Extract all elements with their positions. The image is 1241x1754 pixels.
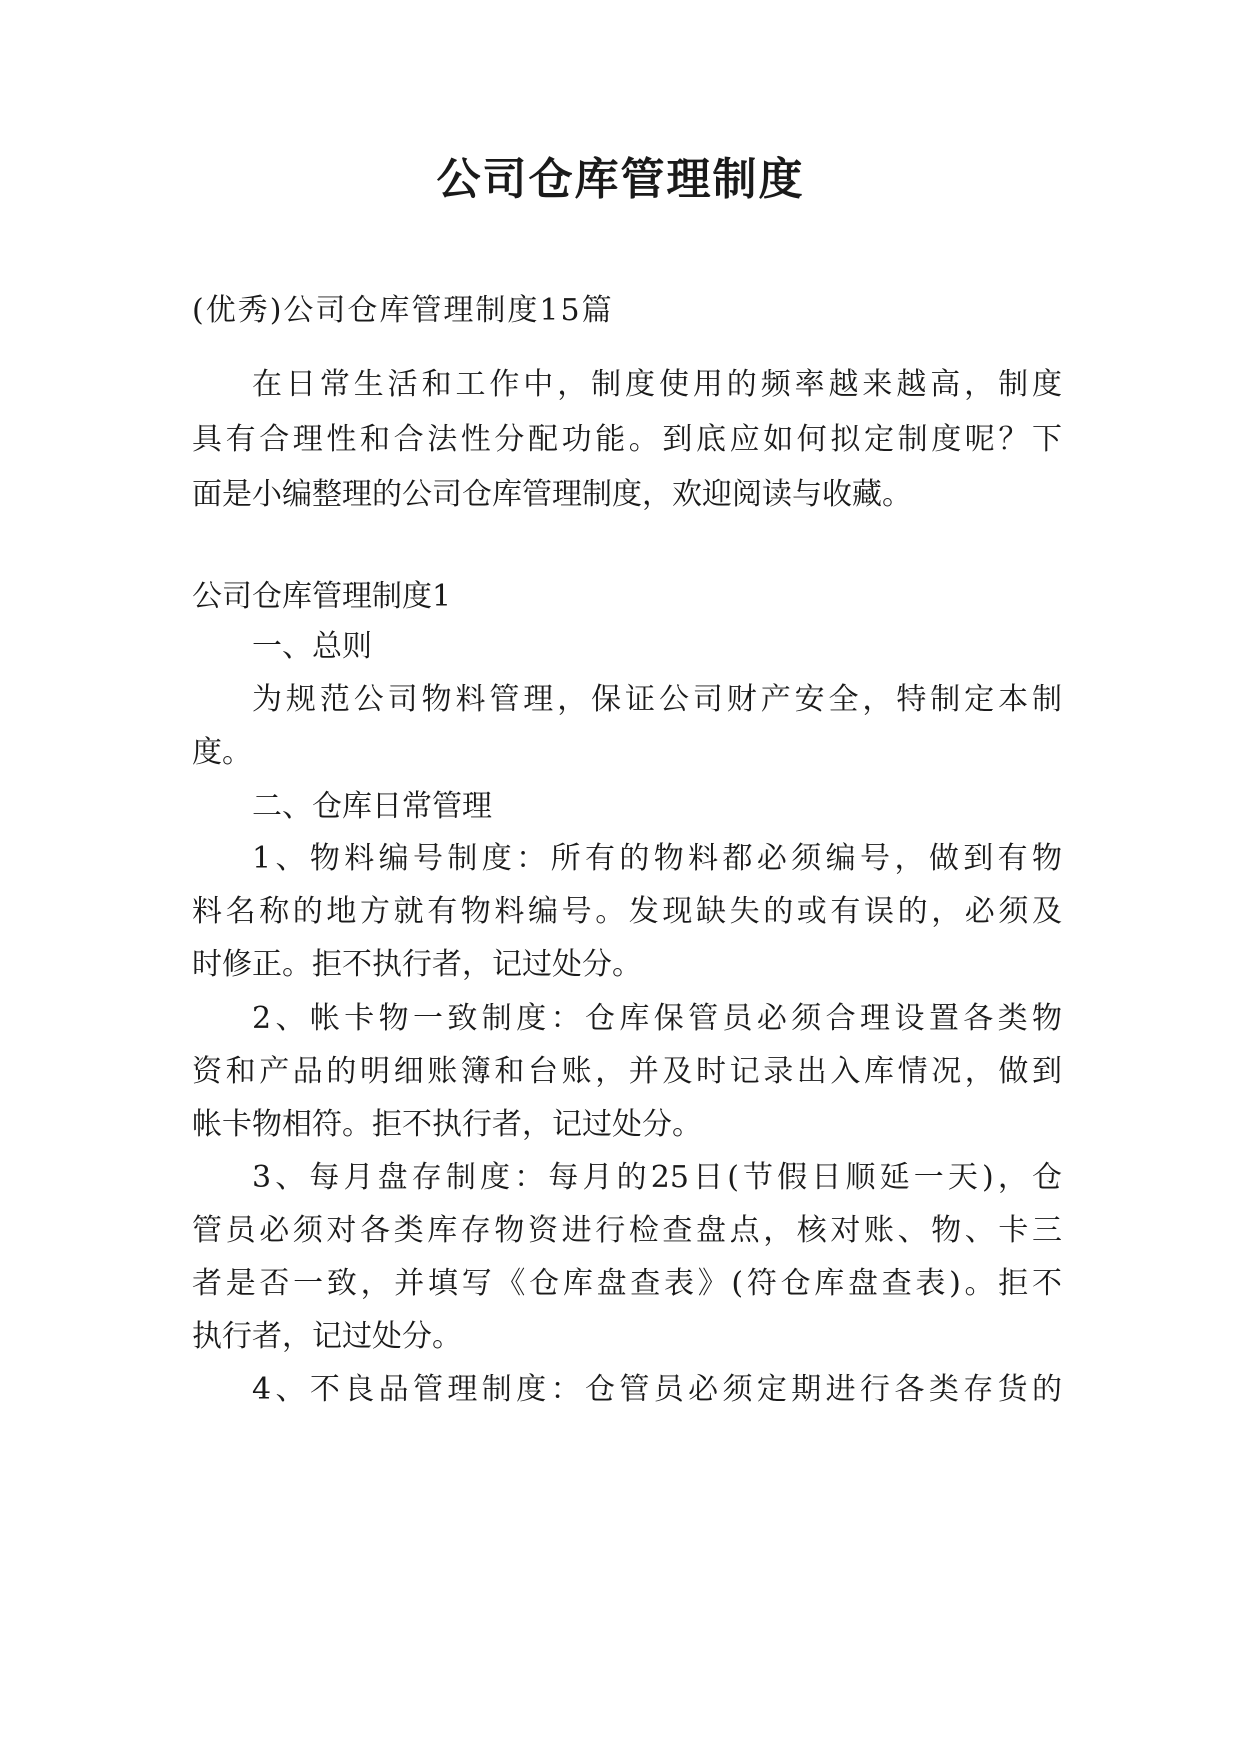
paragraph-line: 帐卡物相符。拒不执行者，记过处分。 — [192, 1107, 702, 1142]
paragraph-line: 3、每月盘存制度：每月的25日(节假日顺延一天)，仓 — [252, 1160, 1062, 1195]
paragraph-line: 具有合理性和合法性分配功能。到底应如何拟定制度呢？下 — [192, 422, 1062, 457]
paragraph-line: 4、不良品管理制度：仓管员必须定期进行各类存货的 — [252, 1372, 1062, 1407]
paragraph-line: 度。 — [192, 735, 252, 770]
paragraph-line: 管员必须对各类库存物资进行检查盘点，核对账、物、卡三 — [192, 1213, 1062, 1248]
section-heading: 公司仓库管理制度1 — [192, 579, 452, 614]
document-title: 公司仓库管理制度 — [436, 154, 805, 205]
paragraph-line: 2、帐卡物一致制度：仓库保管员必须合理设置各类物 — [252, 1001, 1062, 1036]
paragraph-line: 资和产品的明细账簿和台账，并及时记录出入库情况，做到 — [192, 1054, 1062, 1089]
document-subtitle: (优秀)公司仓库管理制度15篇 — [192, 293, 614, 328]
paragraph-line: 料名称的地方就有物料编号。发现缺失的或有误的，必须及 — [192, 894, 1062, 929]
subsection-heading: 一、总则 — [252, 629, 372, 664]
subsection-heading: 二、仓库日常管理 — [252, 789, 492, 824]
paragraph-line: 1、物料编号制度：所有的物料都必须编号，做到有物 — [252, 841, 1062, 876]
paragraph-line: 面是小编整理的公司仓库管理制度，欢迎阅读与收藏。 — [192, 477, 912, 512]
paragraph-line: 为规范公司物料管理，保证公司财产安全，特制定本制 — [252, 682, 1062, 717]
paragraph-line: 执行者，记过处分。 — [192, 1319, 462, 1354]
paragraph-line: 在日常生活和工作中，制度使用的频率越来越高，制度 — [252, 367, 1062, 402]
paragraph-line: 时修正。拒不执行者，记过处分。 — [192, 947, 642, 982]
paragraph-line: 者是否一致，并填写《仓库盘查表》(符仓库盘查表)。拒不 — [192, 1266, 1062, 1301]
